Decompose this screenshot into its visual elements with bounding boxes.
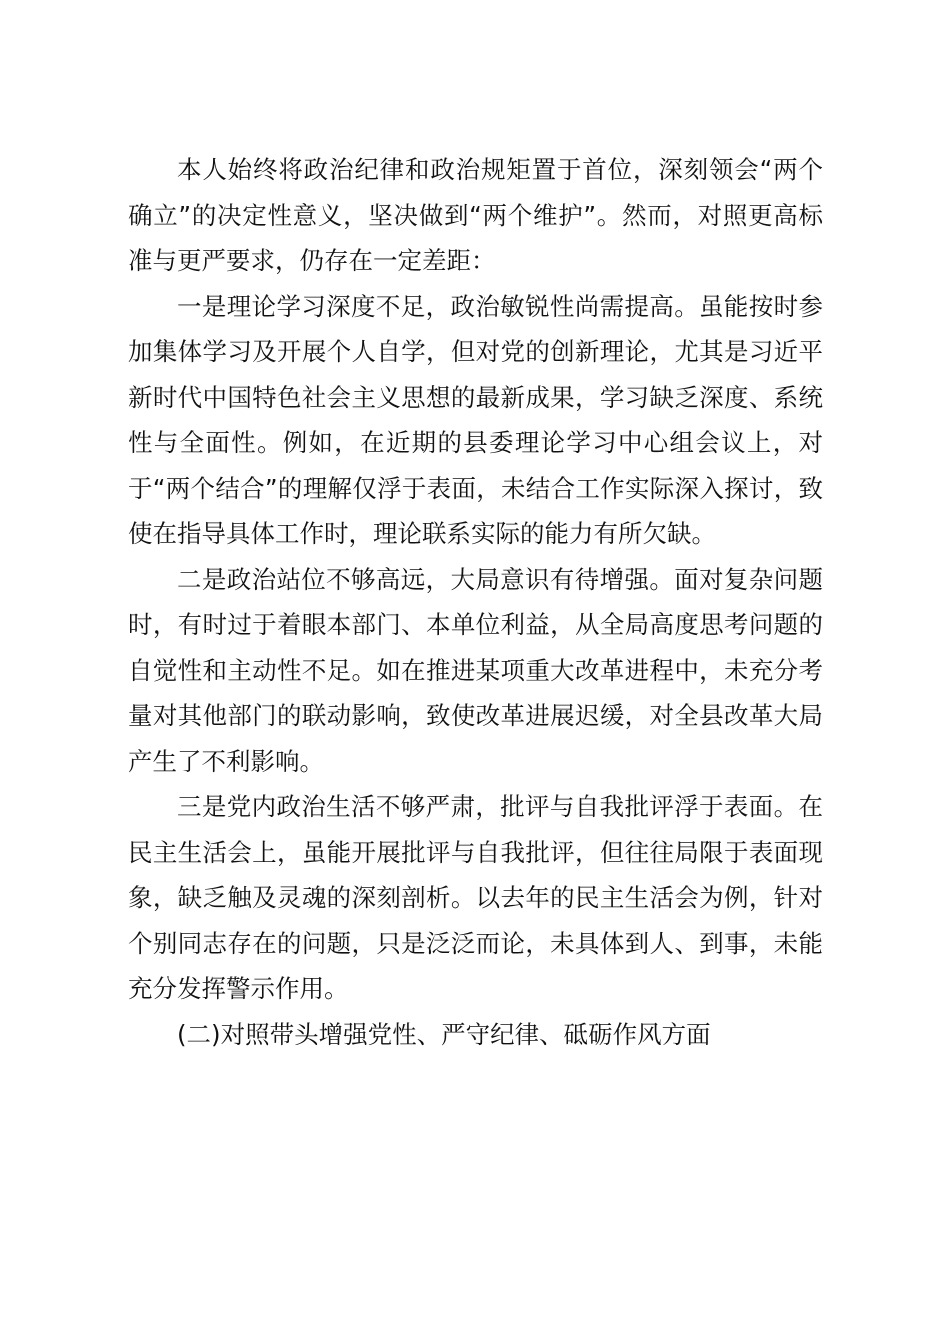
paragraph-intro: 本人始终将政治纪律和政治规矩置于首位，深刻领会“两个确立”的决定性意义，坚决做到“两个维护”。然而，对照更高标准与更严要求，仍存在一定差距： <box>128 155 823 275</box>
paragraph-point-two: 二是政治站位不够高远，大局意识有待增强。面对复杂问题时，有时过于着眼本部门、本单位利益，从全局高度思考问题的自觉性和主动性不足。如在推进某项重大改革进程中，未充分考量对其他部门的联动影响，致使改革进展迟缓，对全县改革大局产生了不利影响。 <box>128 564 823 776</box>
section-heading: (二)对照带头增强党性、严守纪律、砥砺作风方面 <box>177 1019 711 1049</box>
paragraph-point-one: 一是理论学习深度不足，政治敏锐性尚需提高。虽能按时参加集体学习及开展个人自学，但对党的创新理论，尤其是习近平新时代中国特色社会主义思想的最新成果，学习缺乏深度、系统性与全面性。例如，在近期的县委理论学习中心组会议上，对于“两个结合”的理解仅浮于表面，未结合工作实际深入探讨，致使在指导具体工作时，理论联系实际的能力有所欠缺。 <box>128 291 823 548</box>
paragraph-point-three: 三是党内政治生活不够严肃，批评与自我批评浮于表面。在民主生活会上，虽能开展批评与自我批评，但往往局限于表面现象，缺乏触及灵魂的深刻剖析。以去年的民主生活会为例，针对个别同志存在的问题，只是泛泛而论，未具体到人、到事，未能充分发挥警示作用。 <box>128 792 823 1003</box>
document-body <box>128 147 823 1057</box>
